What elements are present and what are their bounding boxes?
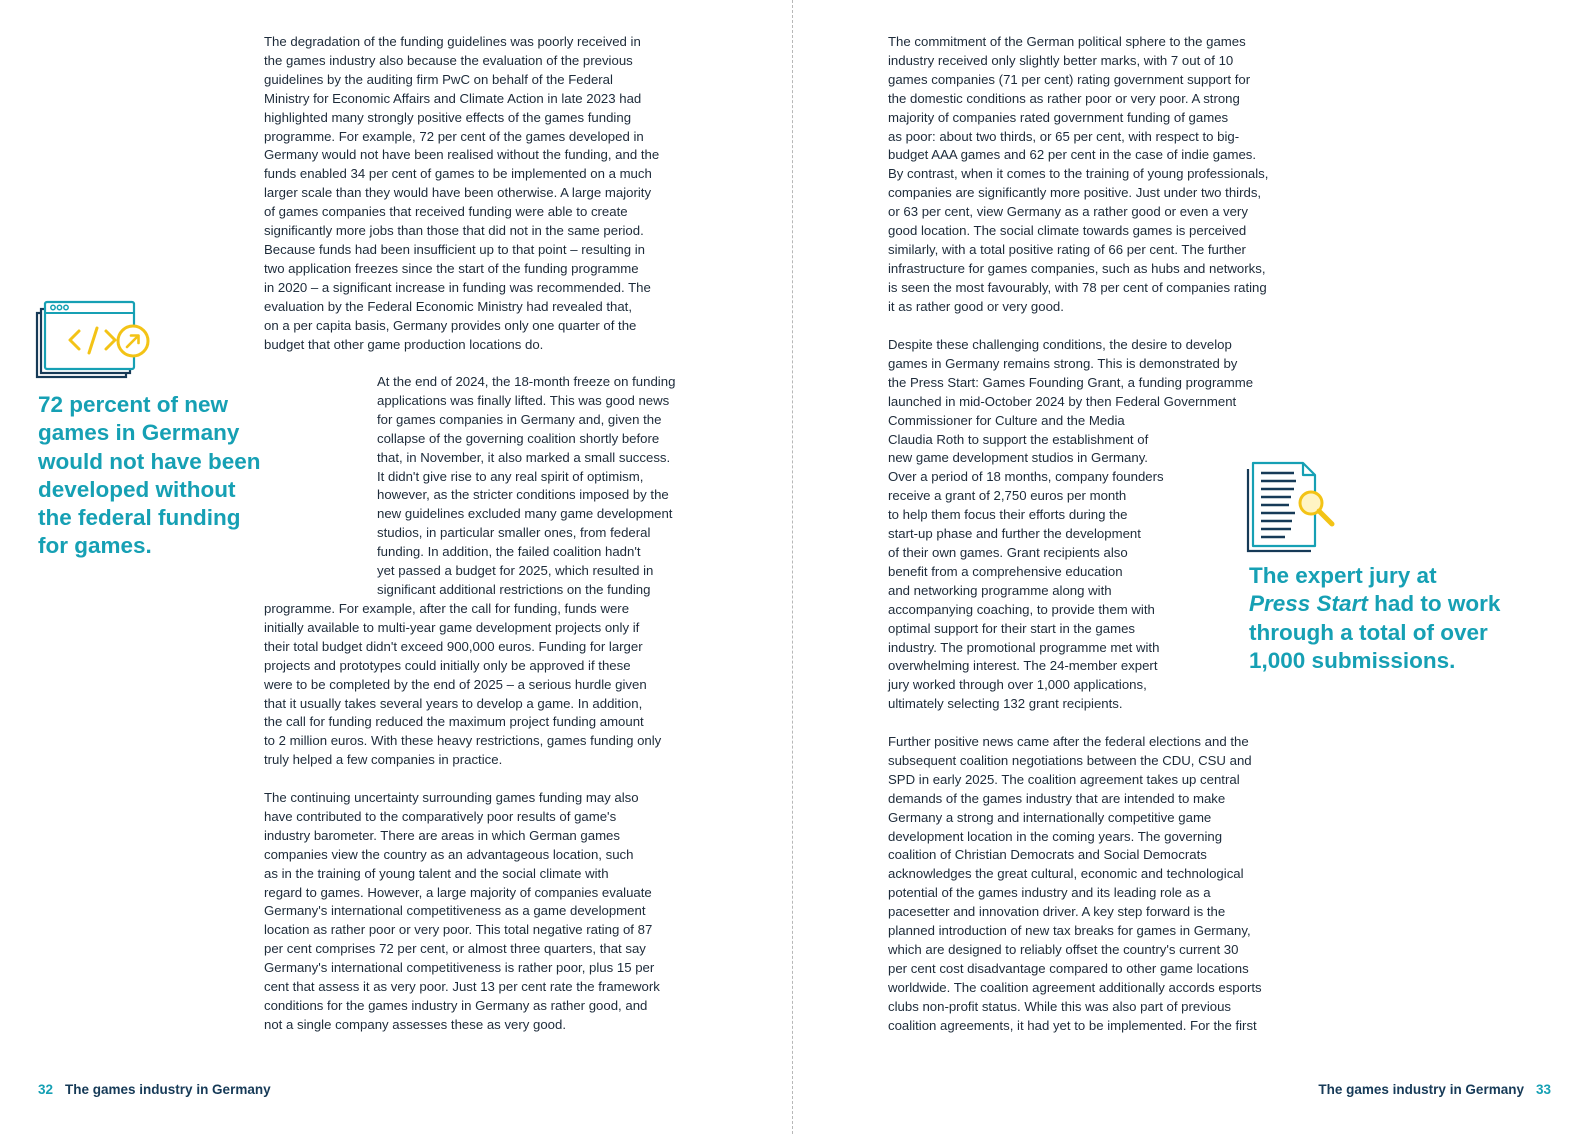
left-paragraph-3: The continuing uncertainty surrounding games funding may also have contributed to the comparatively poor results of game's industry barometer. There are areas in which German games companies view the country as an advantageous location, such as in the training of young talent and the social climate with regard to games. However, a large majority of companies evaluate Germany's international competitiveness as a game development location as rather poor or very poor. This total negative rating of 87 per cent comprises 72 per cent, or almost three quarters, that say Germany's international competitiveness is rather poor, plus 15 per cent that assess it as very poor. Just 13 per cent rate the framework conditions for the games industry in Germany as rather good, and not a single company assesses these as very good. xyxy=(264,790,660,1032)
right-footer xyxy=(1318,1082,1551,1097)
page-number-left: 32 xyxy=(38,1082,54,1097)
footer-title-right: The games industry in Germany xyxy=(1318,1082,1524,1097)
page-number-right: 33 xyxy=(1535,1082,1551,1097)
right-paragraph-3: Further positive news came after the federal elections and the subsequent coalition negotiations between the CDU, CSU and SPD in early 2025. The coalition agreement takes up central demands of the games industry that are intended to make Germany a strong and internationally competitive game development location in the coming years. The governing coalition of Christian Democrats and Social Democrats acknowledges the great cultural, economic and technological potential of the games industry and its leading role as a pacesetter and innovation driver. A key step forward is the planned introduction of new tax breaks for games in Germany, which are designed to reliably offset the country's current 30 per cent cost disadvantage compared to other game locations worldwide. The coalition agreement additionally accords esports clubs non-profit status. While this was also part of previous coalition agreements, it had yet to be implemented. For the first xyxy=(888,734,1262,1033)
page-divider xyxy=(792,0,793,1134)
right-paragraph-2: Despite these challenging conditions, the desire to develop games in Germany remains strong. This is demonstrated by the Press Start: Games Founding Grant, a funding programme launched in mid-October 2024 by then Federal Government Commissioner for Culture and the Media Claudia Roth to support the establishment of new game development studios in Germany. Over a period of 18 months, company founders receive a grant of 2,750 euros per month to help them focus their efforts during the start-up phase and further the development of their own games. Grant recipients also benefit from a comprehensive education and networking programme along with accompanying coaching, to provide them with optimal support for their start in the games industry. The promotional programme met with overwhelming interest. The 24-member expert jury worked through over 1,000 applications, ultimately selecting 132 grant recipients. xyxy=(888,337,1254,712)
left-callout-quote: 72 percent of new games in Germany would not have been developed without the federal funding for games. xyxy=(38,392,261,559)
right-callout-text-end: had to work through a total of over 1,000 submissions. xyxy=(1249,591,1501,673)
right-callout-press-start: Press Start xyxy=(1249,591,1368,617)
code-window-icon xyxy=(36,300,152,380)
left-paragraph-2-indented: At the end of 2024, the 18-month freeze on funding applications was finally lifted. This was good news for games companies in Germany and, given the collapse of the governing coalition shortly before that, in November, it also marked a small success. It didn't give rise to any real spirit of optimism, however, as the stricter conditions imposed by the new guidelines excluded many game development studios, in particular smaller ones, from federal funding. In addition, the failed coalition hadn't yet passed a budget for 2025, which resulted in significant additional restrictions on the funding xyxy=(377,374,676,597)
left-footer xyxy=(38,1082,271,1097)
left-paragraph-1: The degradation of the funding guidelines was poorly received in the games industry also because the evaluation of the previous guidelines by the auditing firm PwC on behalf of the Federal Ministry for Economic Affairs and Climate Action in late 2023 had highlighted many strongly positive effects of the games funding programme. For example, 72 per cent of the games developed in Germany would not have been realised without the funding, and the funds enabled 34 per cent of games to be implemented on a much larger scale than they would have been otherwise. A large majority of games companies that received funding were able to create significantly more jobs than those that did not in the same period. Because funds had been insufficient up to that point – resulting in two application freezes since the start of the funding programme in 2020 – a significant increase in funding was recommended. The evaluation by the Federal Economic Ministry had revealed that, on a per capita basis, Germany provides only one quarter of the budget that other game production locations do. xyxy=(264,34,660,352)
right-paragraph-1: The commitment of the German political sphere to the games industry received only slightly better marks, with 7 out of 10 games companies (71 per cent) rating government support for the domestic conditions as rather poor or very poor. A strong majority of companies rated government funding of games as poor: about two thirds, or 65 per cent, with respect to big- budget AAA games and 62 per cent in the case of indie games. By contrast, when it comes to the training of young professionals, companies are significantly more positive. Just under two thirds, or 63 per cent, view Germany as a rather good or even a very good location. The social climate towards games is perceived similarly, with a total positive rating of 66 per cent. The further infrastructure for games companies, such as hubs and networks, is seen the most favourably, with 78 per cent of companies rating it as rather good or very good. xyxy=(888,34,1269,314)
right-callout-text-start: The expert jury at xyxy=(1249,563,1437,588)
footer-title-left: The games industry in Germany xyxy=(65,1082,271,1097)
document-search-icon xyxy=(1247,461,1343,553)
left-paragraph-2-continued: programme. For example, after the call for funding, funds were initially available to multi-year game development projects only if their total budget didn't exceed 900,000 euros. Funding for larger projects and prototypes could initially only be approved if these were to be completed by the end of 2025 – a serious hurdle given that it usually takes several years to develop a game. In addition, the call for funding reduced the maximum project funding amount to 2 million euros. With these heavy restrictions, games funding only truly helped a few companies in practice. xyxy=(264,601,662,768)
right-callout-quote xyxy=(1249,562,1500,675)
